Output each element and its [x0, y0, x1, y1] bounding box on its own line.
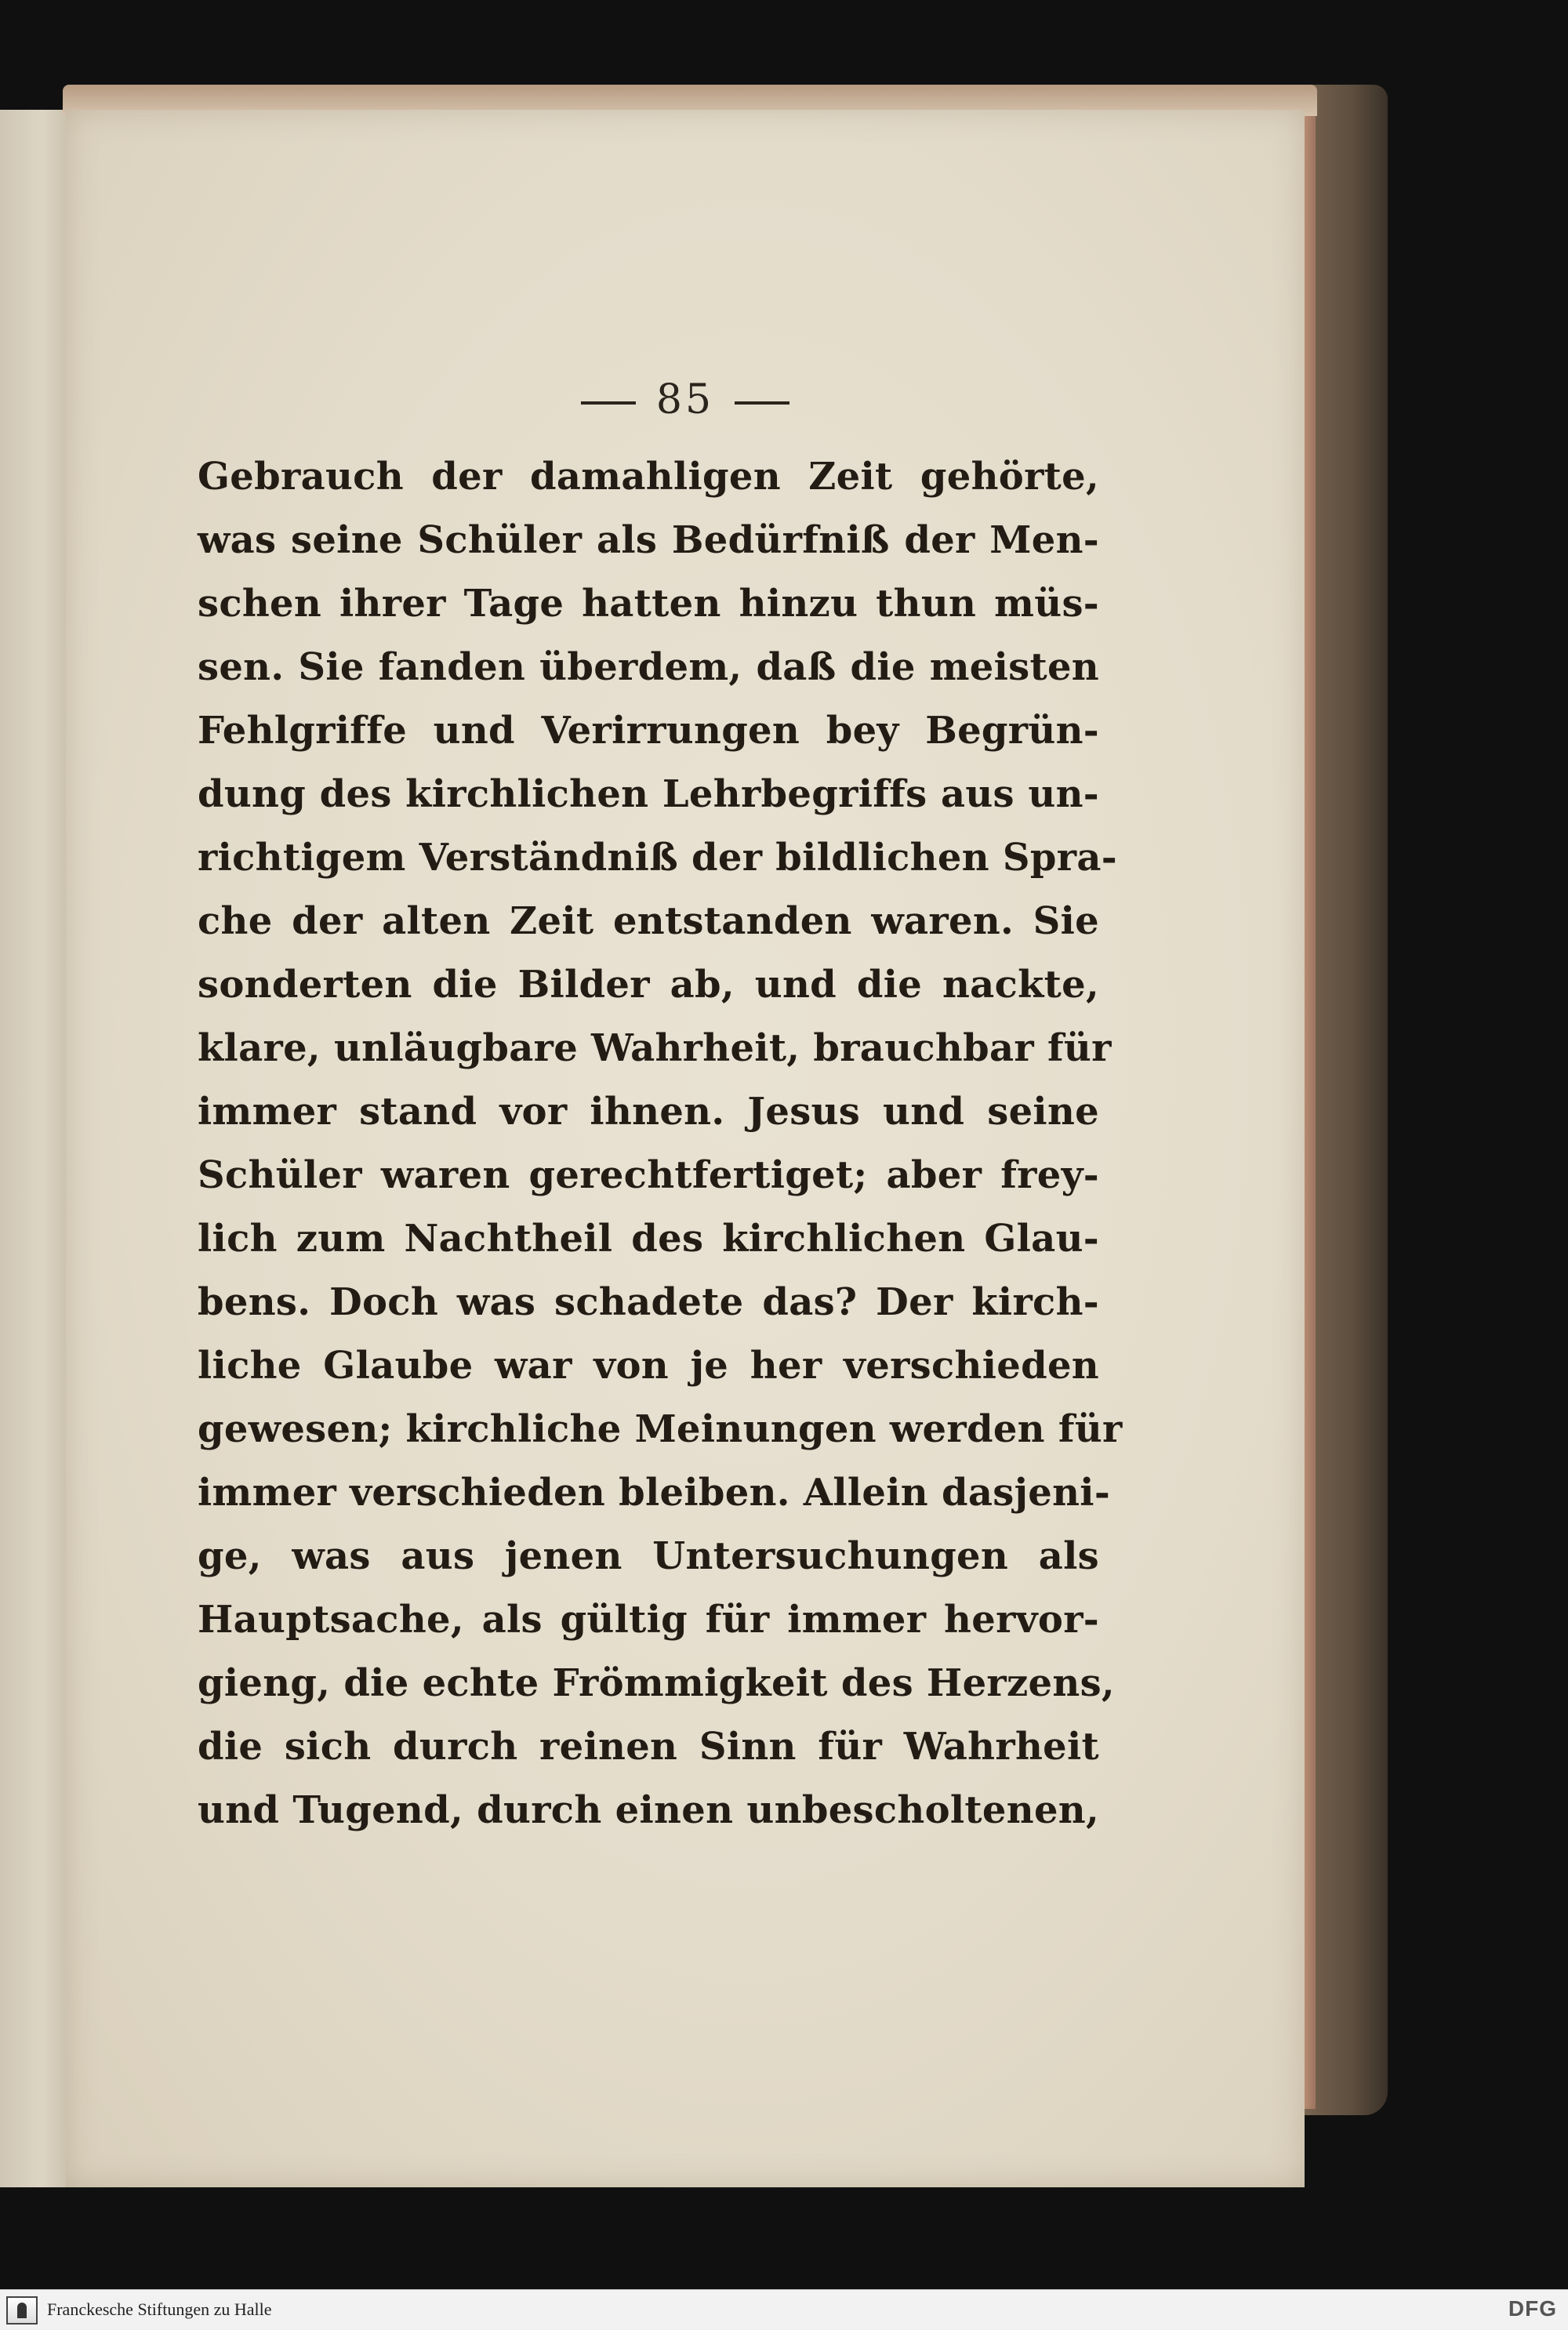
page-number: [66, 376, 1305, 423]
text-line: liche Glaube war von je her verschieden: [198, 1344, 1099, 1388]
text-line: che der alten Zeit entstanden waren. Sie: [198, 899, 1099, 943]
text-line: die sich durch reinen Sinn für Wahrheit: [198, 1725, 1099, 1769]
text-line: gewesen; kirchliche Meinungen werden für: [198, 1407, 1123, 1451]
page-number-dash-left: [581, 401, 636, 405]
book-page: [66, 110, 1305, 2187]
page-number-value: 85: [655, 376, 715, 423]
text-line: was seine Schüler als Bedürfniß der Men-: [198, 518, 1099, 562]
text-line: richtigem Verständniß der bildlichen Spra-: [198, 836, 1117, 880]
text-line: klare, unläugbare Wahrheit, brauchbar für: [198, 1026, 1112, 1070]
text-line: bens. Doch was schadete das? Der kirch-: [198, 1280, 1099, 1324]
text-line: Hauptsache, als gültig für immer hervor-: [198, 1598, 1099, 1642]
text-line: immer stand vor ihnen. Jesus und seine: [198, 1090, 1099, 1134]
text-line: Schüler waren gerechtfertiget; aber frey-: [198, 1153, 1099, 1197]
library-logo-icon: [6, 2296, 38, 2325]
text-line: lich zum Nachtheil des kirchlichen Glau-: [198, 1217, 1099, 1261]
text-line: immer verschieden bleiben. Allein dasjeni-: [198, 1471, 1111, 1515]
text-line: Gebrauch der damahligen Zeit gehörte,: [198, 455, 1099, 499]
text-line: sonderten die Bilder ab, und die nackte,: [198, 963, 1099, 1007]
text-line: und Tugend, durch einen unbescholtenen,: [198, 1788, 1099, 1832]
text-line: schen ihrer Tage hatten hinzu thun müs-: [198, 582, 1099, 626]
viewer-footer: [0, 2289, 1568, 2330]
facing-page-edge: [0, 110, 73, 2187]
dfg-badge: DFG: [1508, 2296, 1557, 2321]
institution-name: Franckesche Stiftungen zu Halle: [47, 2299, 272, 2319]
text-line: sen. Sie fanden überdem, daß die meisten: [198, 645, 1099, 689]
text-line: dung des kirchlichen Lehrbegriffs aus un-: [198, 772, 1099, 816]
text-line: gieng, die echte Frömmigkeit des Herzens,: [198, 1661, 1115, 1705]
page-number-dash-right: [735, 401, 789, 405]
text-line: Fehlgriffe und Verirrungen bey Begrün-: [198, 709, 1099, 753]
text-line: ge, was aus jenen Untersuchungen als: [198, 1534, 1099, 1578]
body-text: [198, 445, 1123, 1842]
